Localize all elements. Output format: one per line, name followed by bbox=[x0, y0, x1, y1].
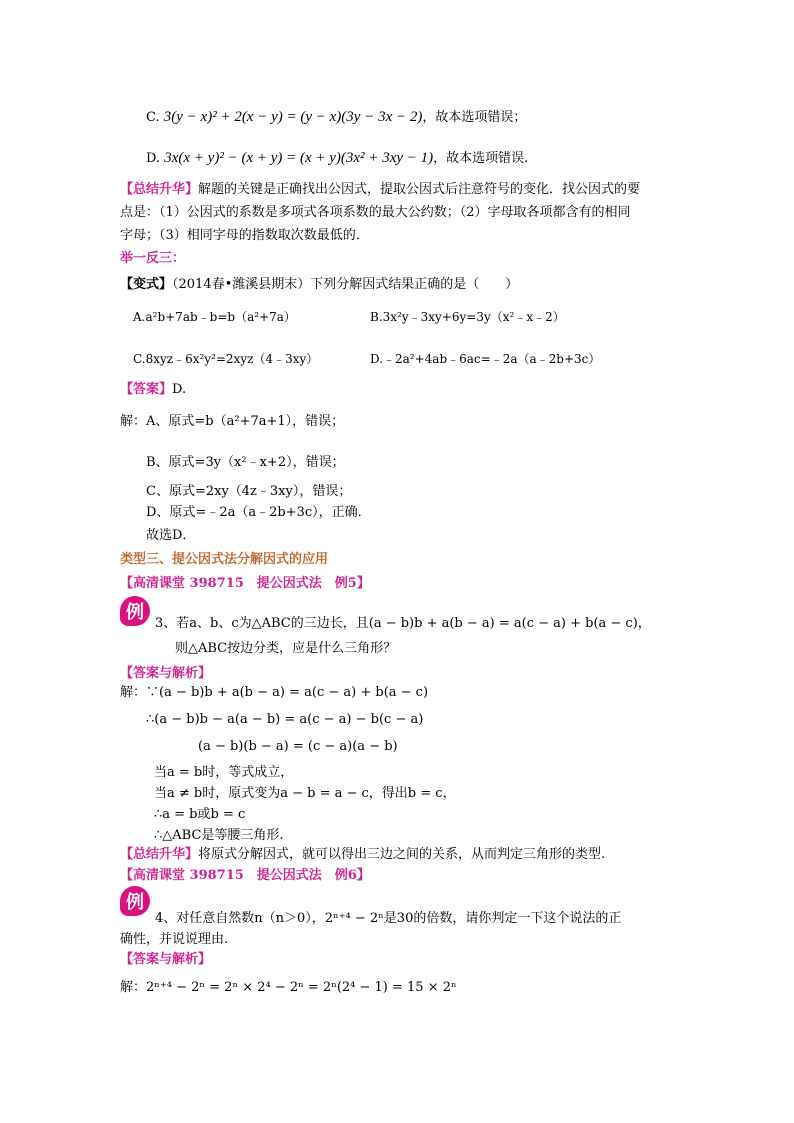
practice-title: 举一反三： bbox=[120, 251, 186, 266]
solution-choice: 故选D． bbox=[146, 528, 196, 543]
question-3-line-1: 3、若a、b、c为△ABC的三边长，且(a − b)b + a(b − a) = a(c − a) + b(a − c)， bbox=[155, 616, 651, 631]
question-3-line-2: 则△ABC按边分类，应是什么三角形？ bbox=[175, 641, 397, 656]
summary-tag: 【总结升华】 bbox=[120, 182, 199, 197]
example-badge-icon: 例 bbox=[120, 596, 150, 626]
solution-a: 解：A、原式=b（a²+7a+1），错误； bbox=[120, 414, 345, 429]
sol3-line-1: 解：∵(a − b)b + a(b − a) = a(c − a) + b(a − c) bbox=[120, 685, 429, 700]
section-title: 类型三、提公因式法分解因式的应用 bbox=[120, 552, 329, 567]
option-c-expr: 3(y − x)² + 2(x − y) = (y − x)(3y − 3x − 2) bbox=[163, 109, 423, 125]
answer-value: D. bbox=[172, 382, 187, 397]
question-4-line-2: 确性，并说说理由. bbox=[120, 932, 229, 947]
choice-b: B.3x²y﹣3xy+6y=3y（x²﹣x﹣2） bbox=[370, 310, 565, 324]
choice-a: A.a²b+7ab﹣b=b（a²+7a） bbox=[133, 310, 296, 324]
answer-analysis-tag-2: 【答案与解析】 bbox=[120, 952, 212, 967]
sol3-line-2: ∴(a − b)b − a(a − b) = a(c − a) − b(c − a) bbox=[146, 712, 424, 727]
summary2-line bbox=[120, 845, 605, 865]
option-d-expr: 3x(x + y)² − (x + y) = (x + y)(3x² + 3xy − 1) bbox=[164, 150, 434, 166]
sol3-line-4: 当a = b时，等式成立， bbox=[154, 765, 294, 780]
variant-line bbox=[120, 275, 518, 295]
option-c-label: C. bbox=[146, 110, 160, 125]
summary2-text: 将原式分解因式，就可以得出三边之间的关系，从而判定三角形的类型. bbox=[198, 847, 606, 862]
option-d-line bbox=[146, 148, 528, 169]
question-4-line-1: 4、对任意自然数n（n＞0），2ⁿ⁺⁴ − 2ⁿ是30的倍数，请你判定一下这个说法的正 bbox=[155, 911, 622, 926]
option-c-tail: ，故本选项错误； bbox=[422, 110, 527, 125]
variant-tag: 【变式】 bbox=[120, 277, 173, 292]
option-d-label: D. bbox=[146, 151, 161, 166]
course-ref-5: 【高清课堂 398715 提公因式法 例5】 bbox=[120, 576, 370, 591]
solution-b: B、原式=3y（x²﹣x+2），错误； bbox=[146, 455, 345, 470]
sol3-line-5: 当a ≠ b时，原式变为a − b = a − c，得出b = c， bbox=[154, 786, 456, 801]
option-c-line bbox=[146, 107, 526, 128]
solution-d: D、原式=﹣2a（a﹣2b+3c），正确． bbox=[146, 505, 371, 520]
example-badge-icon-2: 例 bbox=[120, 886, 150, 916]
sol3-line-7: ∴△ABC是等腰三角形. bbox=[154, 828, 284, 843]
sol4-line: 解：2ⁿ⁺⁴ − 2ⁿ = 2ⁿ × 2⁴ − 2ⁿ = 2ⁿ(2⁴ − 1) = 15 × 2ⁿ bbox=[120, 980, 457, 995]
answer-line bbox=[120, 380, 186, 400]
answer-analysis-tag-1: 【答案与解析】 bbox=[120, 666, 212, 681]
choice-d: D.﹣2a²+4ab﹣6ac=﹣2a（a﹣2b+3c） bbox=[370, 352, 601, 366]
choice-c: C.8xyz﹣6x²y²=2xyz（4﹣3xy） bbox=[133, 352, 319, 366]
sol3-line-6: ∴a = b或b = c bbox=[154, 807, 246, 822]
answer-tag: 【答案】 bbox=[120, 382, 173, 397]
summary-text-1: 解题的关键是正确找出公因式，提取公因式后注意符号的变化．找公因式的要 bbox=[198, 182, 641, 197]
summary-line-2: 点是：（1）公因式的系数是多项式各项系数的最大公约数；（2）字母取各项都含有的相同 bbox=[120, 205, 631, 220]
course-ref-6: 【高清课堂 398715 提公因式法 例6】 bbox=[120, 868, 370, 883]
summary2-tag: 【总结升华】 bbox=[120, 847, 199, 862]
sol3-line-3: (a − b)(b − a) = (c − a)(a − b) bbox=[198, 739, 398, 754]
variant-text: （2014春•潍溪县期末）下列分解因式结果正确的是（ ） bbox=[172, 277, 519, 292]
summary-line-1 bbox=[120, 180, 640, 200]
solution-c: C、原式=2xy（4z﹣3xy），错误； bbox=[146, 484, 352, 499]
summary-line-3: 字母；（3）相同字母的指数取次数最低的． bbox=[120, 228, 369, 243]
option-d-tail: ，故本选项错误. bbox=[433, 151, 529, 166]
